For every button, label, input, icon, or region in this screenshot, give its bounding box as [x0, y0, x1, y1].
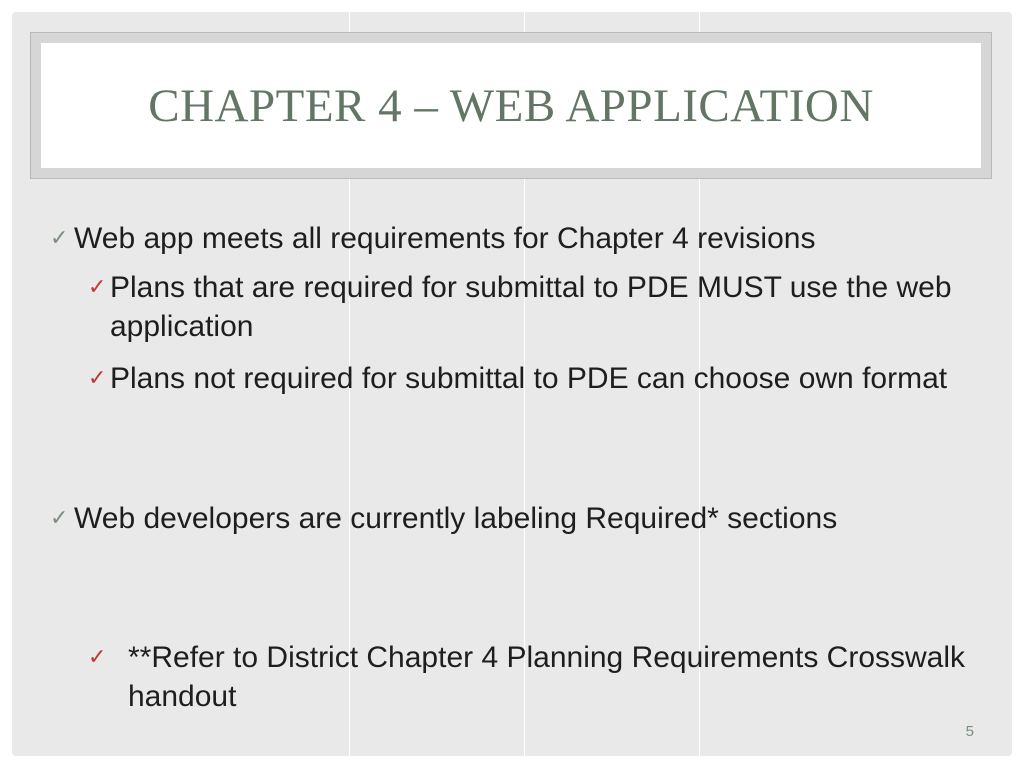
slide-title: CHAPTER 4 – WEB APPLICATION [148, 79, 874, 132]
checkmark-icon: ✓ [50, 226, 69, 251]
sub-bullet-item [88, 638, 988, 716]
bullet-item [50, 219, 1000, 258]
red-checkmark-icon: ✓ [88, 275, 107, 300]
sub-bullet-item [88, 268, 988, 346]
bullet-item [50, 499, 1000, 538]
checkmark-icon: ✓ [50, 506, 69, 531]
bullet-text: Web app meets all requirements for Chapter 4 revisions [74, 222, 816, 255]
bullet-text: Plans not required for submittal to PDE can choose own format [110, 362, 948, 395]
bullet-text: Web developers are currently labeling Required* sections [74, 502, 838, 535]
bullet-text: **Refer to District Chapter 4 Planning Requirements Crosswalk handout [128, 641, 966, 713]
sub-bullet-item [88, 359, 988, 398]
page-number: 5 [965, 723, 974, 740]
bullet-text: Plans that are required for submittal to PDE MUST use the web application [110, 271, 952, 343]
red-checkmark-icon: ✓ [88, 366, 107, 391]
slide-body [12, 12, 1012, 756]
red-checkmark-icon: ✓ [88, 645, 107, 670]
slide [12, 12, 1012, 756]
